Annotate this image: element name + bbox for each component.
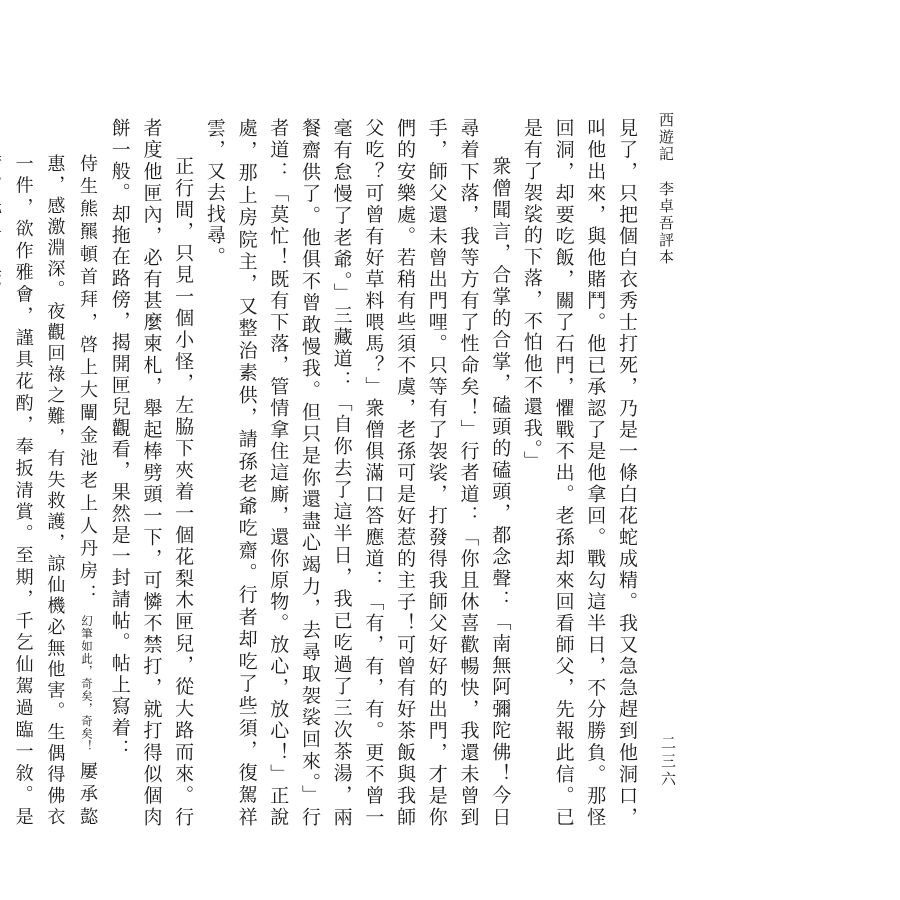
running-header bbox=[658, 112, 673, 266]
letter-body: 屢承㦤惠，感激淵深。夜觀回祿之難，有失救護，諒仙機必無他害。生偶得佛衣一件，欲作雅會，謹具花酌，奉扳清賞。至期，千乞仙駕過臨一敘。是 bbox=[12, 154, 99, 829]
paragraph-2: 衆僧聞言，合掌的合掌，磕頭的磕頭，都念聲：「南無阿彌陀佛！今日尋着下落，我等方有了性命矣！」行者道：「你且休喜歡暢快，我還未曾到手，師父還未曾出門哩。只等有了袈裟，打發得我師父好好的出門，才是你們的安樂處。若稍有些須不虞，老孫可是好惹的主子！可曾有好茶飯與我師父吃？可曾有好草料喂馬？」衆僧俱滿口答應道：「有，有，有。更不曾一毫有怠慢了老爺。」三藏道：「自你去了這半日，我已吃過了三次茶湯，兩餐齋供了。他俱不曾敢慢我。但只是你還盡心竭力，去尋取袈裟回來。」行者道：「莫忙！既有下落，管情拿住這廝，還你原物。放心，放心！」正說處，那上房院主，又整治素供，請孫老爺吃齋。行者却吃了些須，復駕祥雲，又去找尋。 bbox=[203, 118, 512, 828]
paragraph-3: 正行間，只見一個小怪，左脇下夾着一個花梨木匣兒，從大路而來。行者度他匣內，必有甚麼柬札，舉起棒劈頭一下，可憐不禁打，就打得似個肉餅一般。却拖在路傍，揭開匣兒觀看，果然是一封請帖。帖上寫着： bbox=[108, 118, 195, 828]
body-text bbox=[12, 118, 642, 829]
paragraph-1: 見了，只把個白衣秀士打死，乃是一條白花蛇成精。我又急急趕到他洞口，叫他出來，與他賭鬥。他已承認了是他拿回。戰勾這半日，不分勝負。那怪回洞，却要吃飯，關了石門，懼戰不出。老孫却來回看師父，先報此信。已是有了袈裟的下落，不怕他不還我。」 bbox=[520, 118, 638, 828]
page-number: 二三六 bbox=[659, 735, 677, 789]
invitation-letter bbox=[0, 118, 103, 828]
letter-salutation: 侍生熊羆頓首拜，啓上大闡金池老上人丹房： bbox=[77, 154, 99, 607]
book-title: 西遊記 bbox=[657, 112, 675, 163]
commentary-note: 幻筆如此，奇矣，奇矣！ bbox=[80, 614, 95, 753]
edition-title: 李卓吾評本 bbox=[657, 181, 675, 266]
